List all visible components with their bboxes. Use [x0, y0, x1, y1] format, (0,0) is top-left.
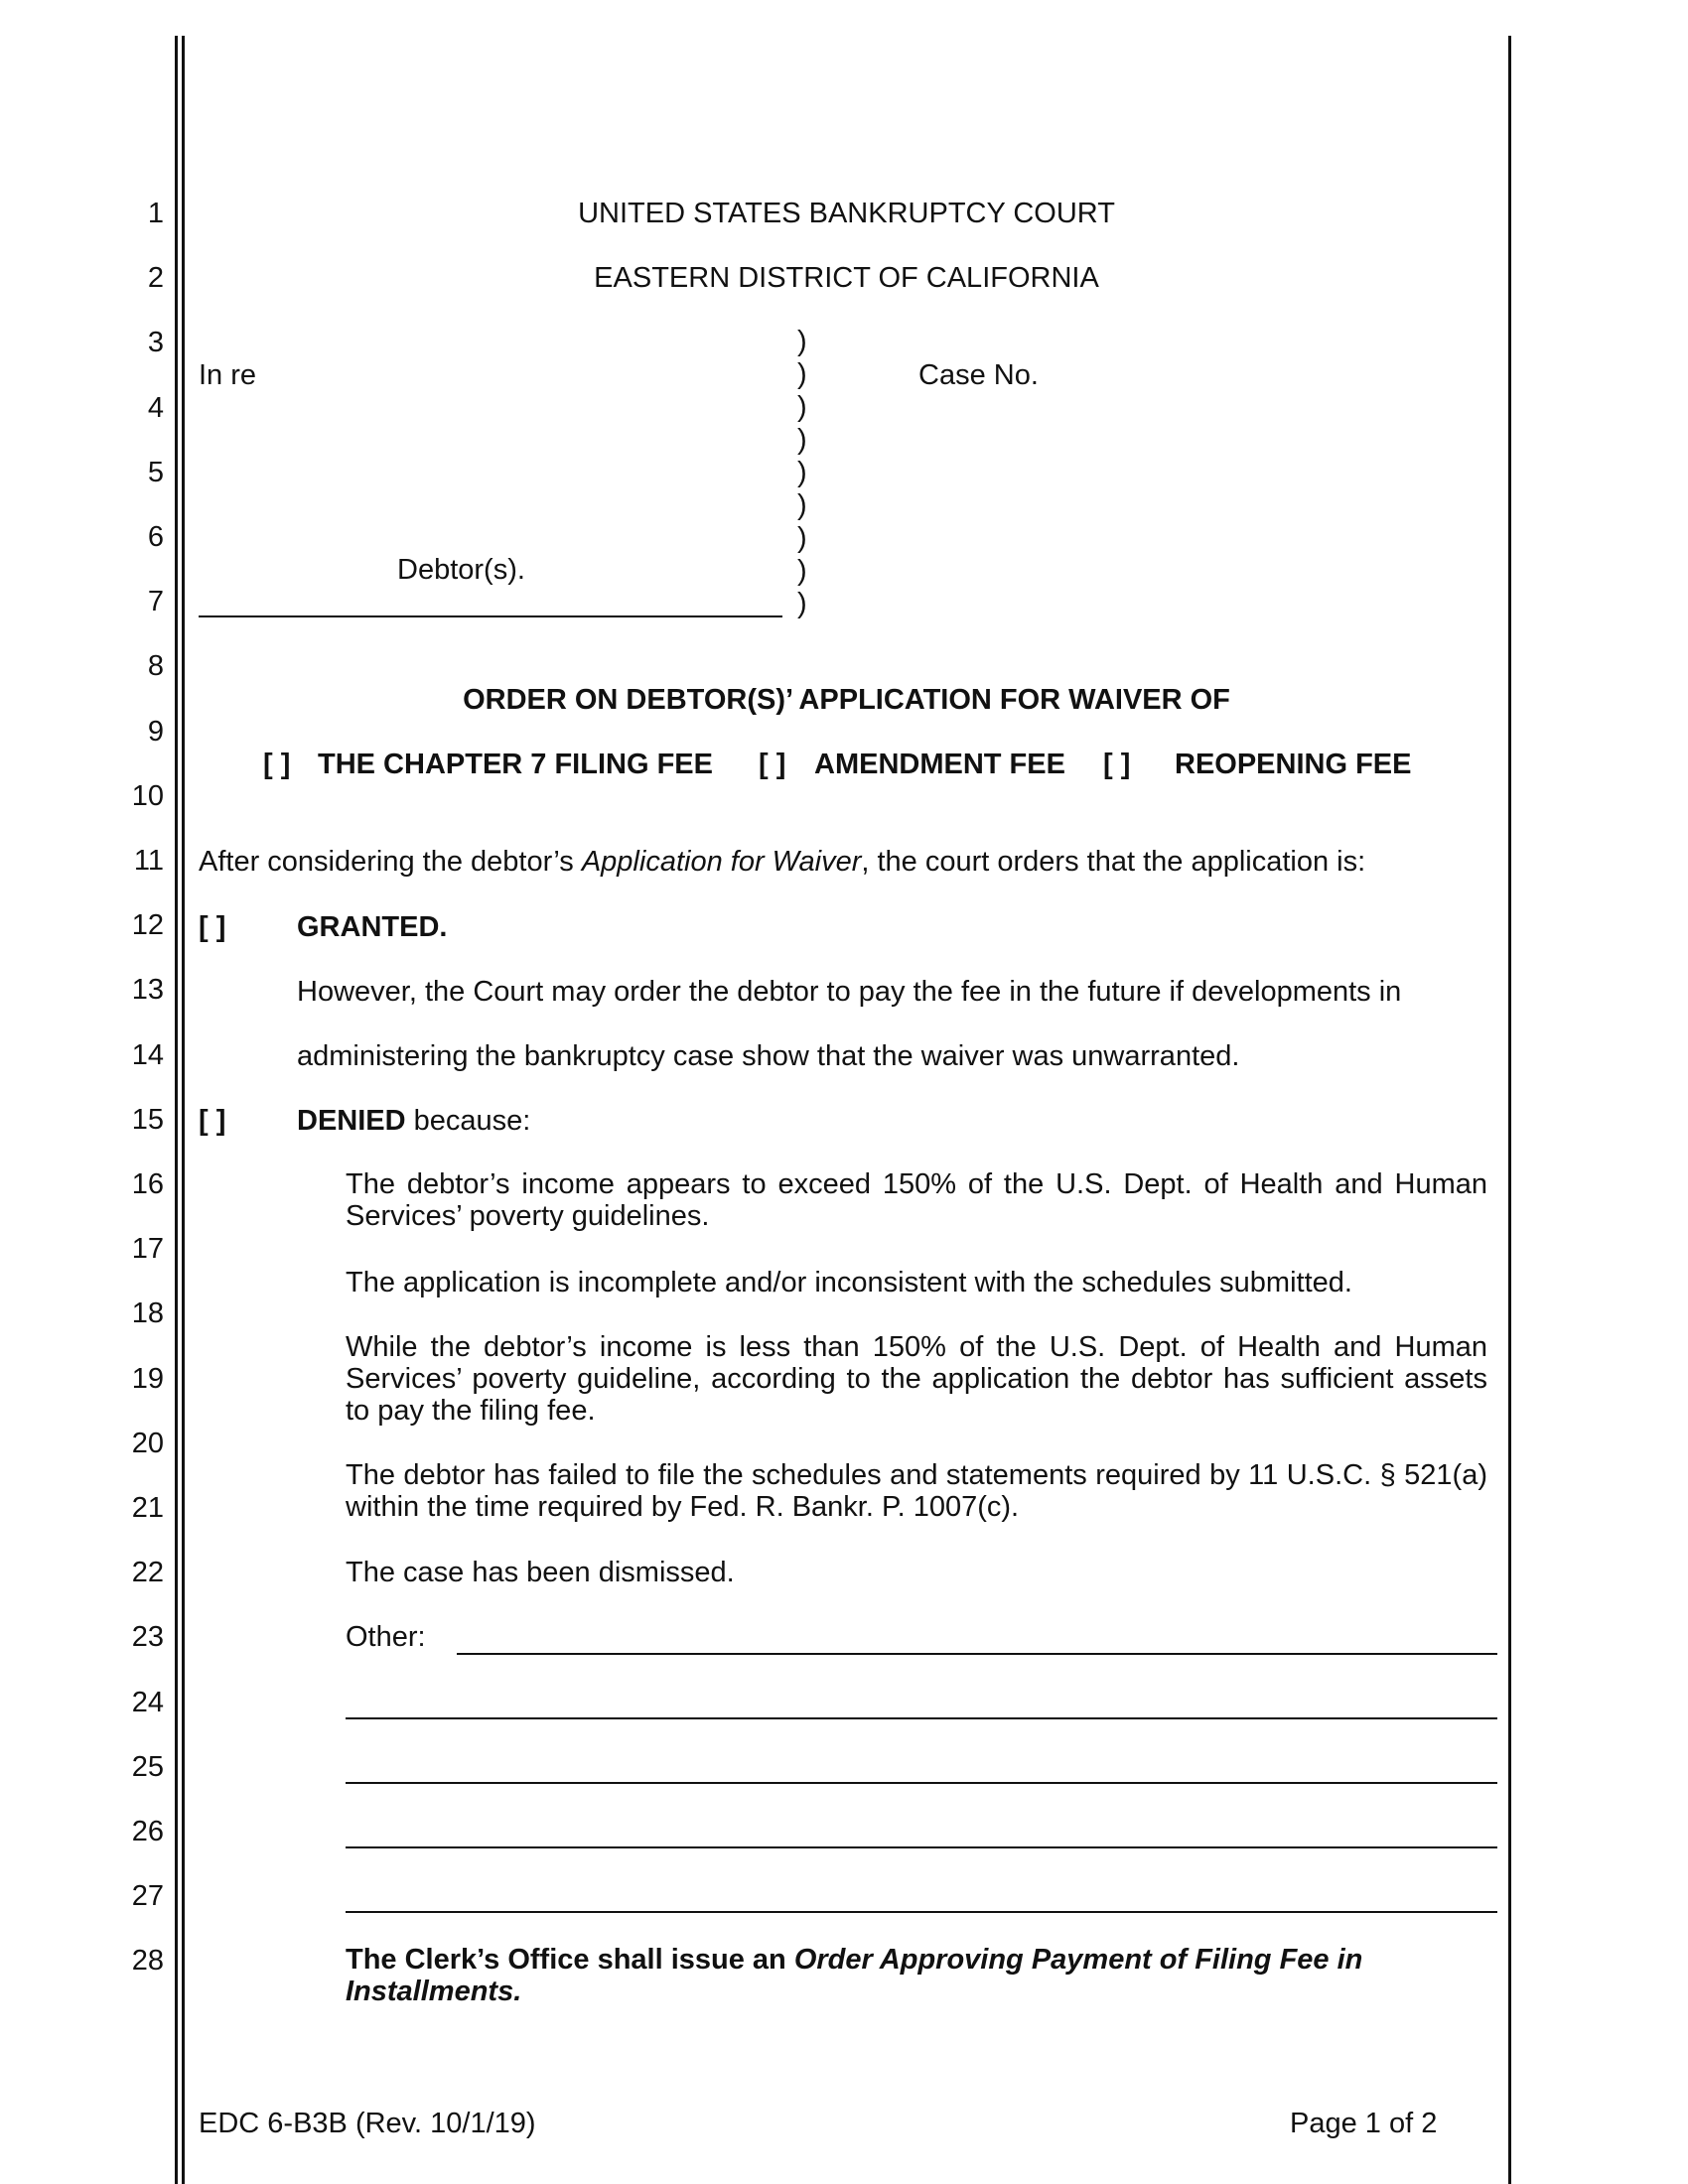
line-number: 14	[131, 1038, 164, 1071]
caption-paren: )	[797, 457, 807, 488]
denial-reason-dismissed: The case has been dismissed.	[346, 1557, 735, 1588]
amendment-fee-checkbox[interactable]: [ ]	[759, 749, 786, 780]
denial-reason-incomplete: The application is incomplete and/or inconsistent with the schedules submitted.	[346, 1267, 1352, 1298]
reopening-fee-option: REOPENING FEE	[1175, 749, 1412, 780]
line-number: 11	[133, 845, 164, 877]
form-number: EDC 6-B3B (Rev. 10/1/19)	[199, 2108, 536, 2139]
caption-paren: )	[797, 358, 807, 390]
denial-reason-schedules: The debtor has failed to file the schedules and statements required by 11 U.S.C. § 521(a) within the time required by Fed. R. Bankr. P. 1007(c).	[346, 1459, 1487, 1523]
amendment-fee-option: AMENDMENT FEE	[814, 749, 1065, 780]
line-number: 2	[147, 262, 164, 295]
line-number: 5	[147, 456, 164, 488]
left-border-line-inner	[182, 36, 185, 2184]
page-number: Page 1 of 2	[1290, 2108, 1438, 2139]
other-line-5[interactable]	[346, 1911, 1497, 1913]
installment-order-title: Order Approving Payment of Filing Fee in Installments.	[346, 1944, 1363, 2007]
left-border-line-outer	[175, 36, 178, 2184]
court-name: UNITED STATES BANKRUPTCY COURT	[578, 198, 1115, 229]
line-number: 7	[147, 586, 164, 618]
order-title: ORDER ON DEBTOR(S)’ APPLICATION FOR WAIVER OF	[463, 684, 1230, 716]
other-line-3[interactable]	[346, 1782, 1497, 1784]
caption-underline	[199, 615, 782, 617]
line-number: 22	[131, 1557, 164, 1589]
granted-text-line1: However, the Court may order the debtor to pay the fee in the future if developments in	[297, 976, 1402, 1008]
line-number: 10	[131, 779, 164, 812]
clerk-instruction	[346, 1944, 1487, 2007]
denied-because: because:	[405, 1105, 531, 1137]
granted-label: GRANTED.	[297, 911, 448, 943]
line-number: 9	[147, 715, 164, 748]
line-number: 26	[131, 1816, 164, 1847]
application-title: Application for Waiver	[581, 846, 862, 878]
line-number: 17	[131, 1233, 164, 1266]
caption-paren: )	[797, 588, 807, 619]
intro-text	[199, 845, 1365, 879]
caption-paren: )	[797, 424, 807, 456]
intro-text-end: , the court orders that the application is:	[861, 846, 1366, 878]
caption-paren: )	[797, 522, 807, 554]
denied-heading	[297, 1104, 530, 1138]
line-number: 15	[131, 1103, 164, 1136]
line-number: 24	[131, 1686, 164, 1718]
line-number: 23	[131, 1621, 164, 1654]
filing-fee-checkbox[interactable]: [ ]	[263, 749, 291, 780]
caption-paren: )	[797, 555, 807, 587]
line-number: 6	[147, 521, 164, 553]
line-number: 25	[131, 1750, 164, 1783]
other-line-1[interactable]	[457, 1653, 1497, 1655]
denial-reason-income: The debtor’s income appears to exceed 150% of the U.S. Dept. of Health and Human Services’ poverty guidelines.	[346, 1168, 1487, 1232]
case-number-label: Case No.	[918, 359, 1039, 391]
right-border-line	[1508, 36, 1511, 2184]
line-number: 21	[131, 1492, 164, 1524]
denial-reason-assets: While the debtor’s income is less than 150% of the U.S. Dept. of Health and Human Services’ poverty guideline, according to the application the debtor has sufficient assets to pay the filing fee.	[346, 1331, 1487, 1427]
line-number: 3	[147, 327, 164, 359]
granted-text-line2: administering the bankruptcy case show that the waiver was unwarranted.	[297, 1040, 1240, 1072]
line-number: 19	[131, 1362, 164, 1395]
denied-checkbox[interactable]: [ ]	[199, 1105, 226, 1137]
caption-paren: )	[797, 326, 807, 357]
denied-label: DENIED	[297, 1105, 406, 1137]
court-district: EASTERN DISTRICT OF CALIFORNIA	[594, 262, 1099, 294]
caption-paren: )	[797, 489, 807, 521]
line-number: 13	[131, 974, 164, 1007]
other-line-4[interactable]	[346, 1846, 1497, 1848]
intro-text-start: After considering the debtor’s	[199, 846, 582, 878]
line-number: 16	[131, 1168, 164, 1200]
reopening-fee-checkbox[interactable]: [ ]	[1103, 749, 1131, 780]
line-number: 28	[131, 1945, 164, 1978]
line-number: 12	[131, 909, 164, 942]
line-number: 1	[147, 198, 164, 229]
other-line-2[interactable]	[346, 1717, 1497, 1719]
filing-fee-option: THE CHAPTER 7 FILING FEE	[318, 749, 713, 780]
granted-checkbox[interactable]: [ ]	[199, 911, 226, 943]
debtors-label: Debtor(s).	[397, 554, 525, 586]
line-number: 18	[131, 1297, 164, 1330]
line-number: 4	[147, 391, 164, 424]
in-re-label: In re	[199, 359, 257, 391]
line-number: 8	[147, 650, 164, 683]
line-number: 20	[131, 1427, 164, 1459]
caption-paren: )	[797, 391, 807, 423]
clerk-instruction-start: The Clerk’s Office shall issue an	[346, 1944, 794, 1976]
line-number: 27	[131, 1880, 164, 1913]
other-label: Other:	[346, 1621, 426, 1653]
